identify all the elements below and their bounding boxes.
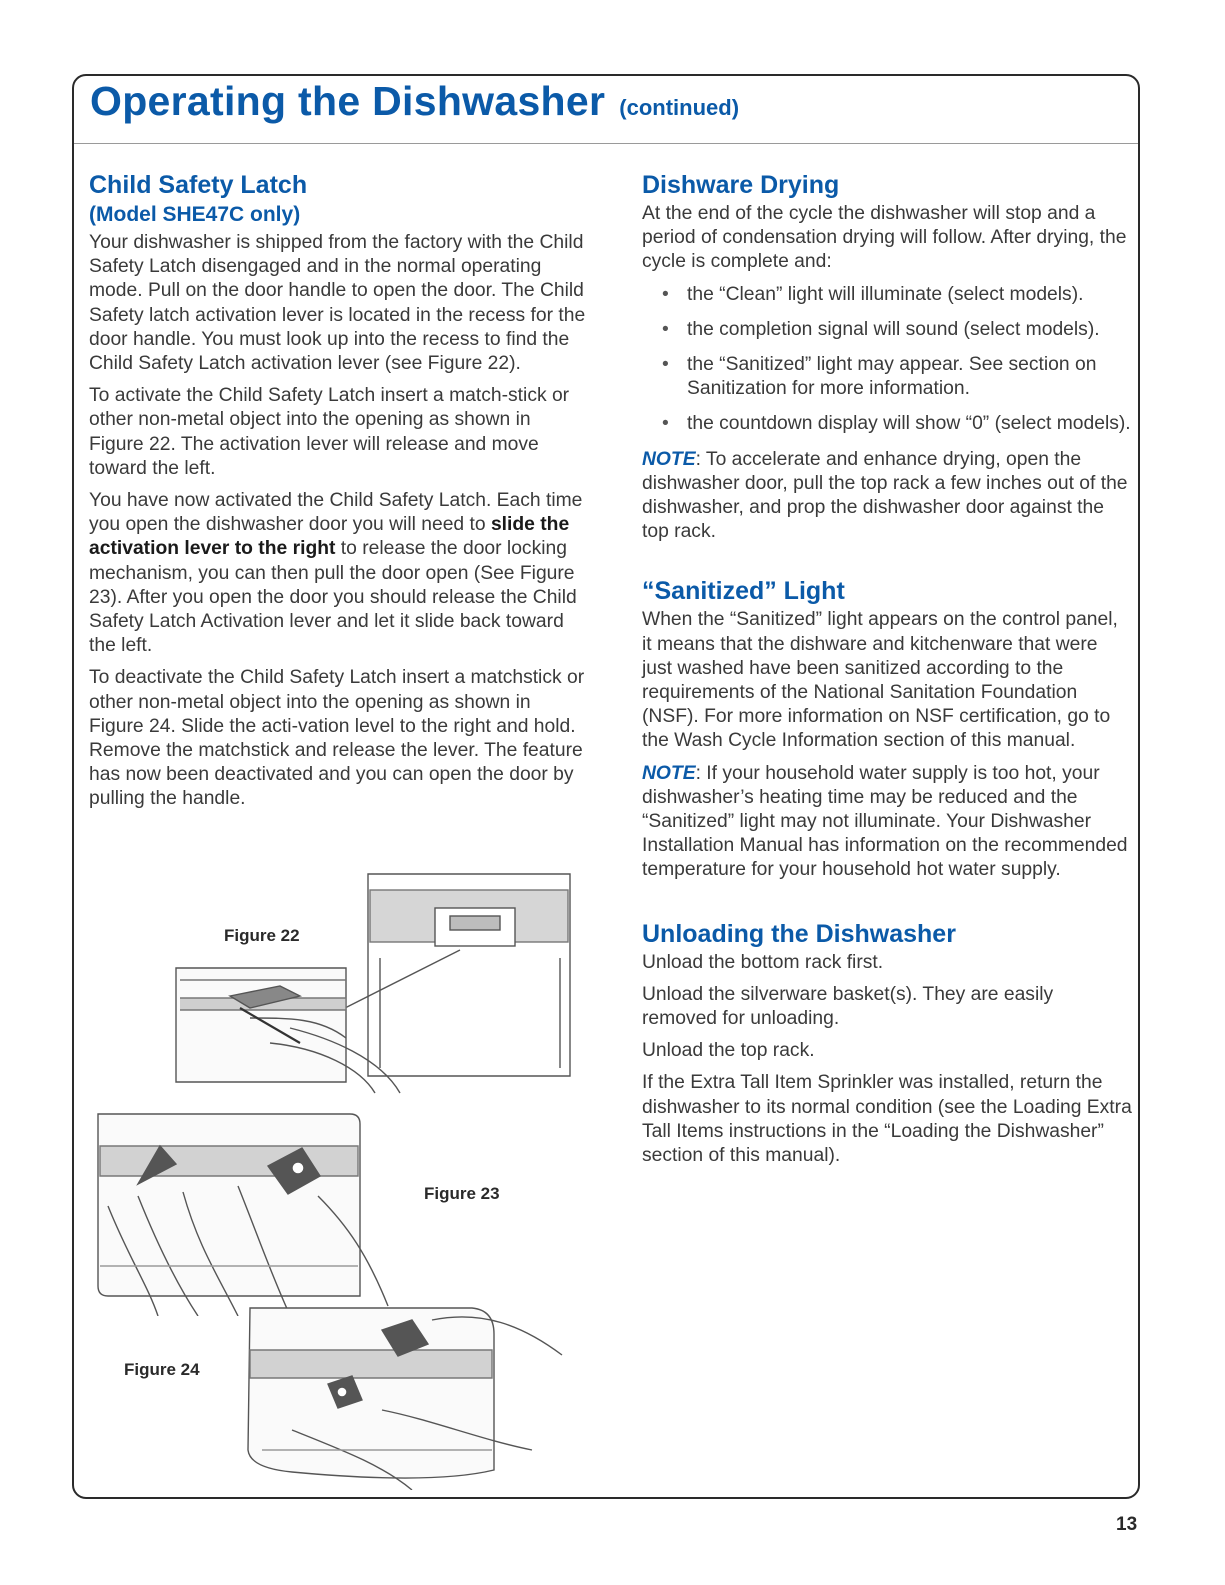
list-item: • the countdown display will show “0” (select models).	[642, 412, 1132, 436]
figure-22-label: Figure 22	[224, 926, 300, 945]
figure-23-label: Figure 23	[424, 1184, 500, 1203]
paragraph-3-text-b: to release the door locking mechanism, you can then pull the door open (See Figure 23). After you open the door you should release the Child Safety Latch Activation lever and let it slide back toward the left.	[89, 538, 577, 657]
sanitized-paragraph: When the “Sanitized” light appears on the control panel, it means that the dishware and kitchenware that were just washed have been sanitized according to the requirements of the National Sanitation Foundation (NSF). For more information on NSF certification, go to the Wash Cycle Information section of this manual.	[642, 609, 1118, 752]
list-item: • the “Sanitized” light may appear. See section on Sanitization for more information.	[642, 353, 1132, 401]
child-safety-paragraph-1: Your dishwasher is shipped from the factory with the Child Safety Latch disengaged and in the normal operating mode. Pull on the door handle to open the door. The Child Safety latch activation lever is located in the recess for the door handle. You must look up into the recess to find the Child Safety Latch activation lever (see Figure 22).	[89, 232, 586, 375]
child-safety-paragraph-4: To deactivate the Child Safety Latch insert a matchstick or other non-metal object into the opening as shown in Figure 24. Slide the acti-vation level to the right and hold. Remove the matchstick and release the lever. The feature has now been deactivated and you can open the door by pulling the handle.	[89, 667, 585, 810]
sanitized-light-heading: “Sanitized” Light	[642, 577, 845, 606]
figure-24-illustration	[232, 1300, 572, 1490]
slide-lever-instruction: slide the activation lever to the right	[89, 514, 570, 560]
list-item: • the “Clean” light will illuminate (select models).	[642, 283, 1132, 307]
figure-22-illustration	[170, 868, 580, 1098]
unload-paragraph-3: Unload the top rack.	[642, 1040, 815, 1062]
header-divider	[74, 143, 1138, 144]
drying-paragraph: At the end of the cycle the dishwasher will stop and a period of condensation drying will follow. After drying, the cycle is complete and:	[642, 203, 1127, 273]
left-column	[89, 168, 589, 820]
unload-paragraph-4: If the Extra Tall Item Sprinkler was installed, return the dishwasher to its normal condition (see the Loading Extra Tall Items instructions in the “Loading the Dishwasher” section of this manual).	[642, 1072, 1132, 1167]
list-item: • the completion signal will sound (select models).	[642, 318, 1132, 342]
page-number: 13	[1116, 1514, 1138, 1535]
figure-24-label: Figure 24	[124, 1360, 200, 1379]
unloading-heading: Unloading the Dishwasher	[642, 919, 956, 948]
figure-23-illustration	[88, 1106, 408, 1316]
sanitized-note	[642, 762, 1132, 883]
drying-note	[642, 448, 1132, 545]
unload-paragraph-1: Unload the bottom rack first.	[642, 951, 884, 973]
sanitized-light-section	[642, 574, 1132, 882]
paragraph-3-text-a: You have now activated the Child Safety Latch. Each time you open the dishwasher door you will need to	[89, 490, 583, 536]
child-safety-paragraph-2: To activate the Child Safety Latch insert a match-stick or other non-metal object into the opening as shown in Figure 22. The activation lever will release and move toward the left.	[89, 385, 570, 479]
sanitized-note-text: : If your household water supply is too hot, your dishwasher’s heating time may be reduced and the “Sanitized” light may not illuminate. Your Dishwasher Installation Manual has information on the recommended temperature for your household hot water supply.	[642, 762, 1128, 881]
page-header	[90, 78, 739, 138]
note-label: NOTE	[642, 448, 696, 470]
child-safety-heading: Child Safety Latch	[89, 171, 308, 199]
drying-bullet-list	[642, 283, 1132, 437]
unloading-section	[642, 917, 1132, 1169]
page-title: Operating the Dishwasher	[90, 78, 606, 124]
unload-paragraph-2: Unload the silverware basket(s). They are easily removed for unloading.	[642, 983, 1054, 1030]
dishware-drying-section	[642, 168, 1132, 544]
note-label: NOTE	[642, 762, 696, 784]
drying-note-text: : To accelerate and enhance drying, open the dishwasher door, pull the top rack a few inches out of the dishwasher, and prop the dishwasher door against the top rack.	[642, 448, 1128, 543]
dishware-drying-heading: Dishware Drying	[642, 171, 840, 199]
model-subheading: (Model SHE47C only)	[89, 203, 301, 226]
child-safety-paragraph-3	[89, 489, 589, 658]
right-column	[642, 168, 1132, 1176]
continued-label: (continued)	[619, 95, 740, 120]
